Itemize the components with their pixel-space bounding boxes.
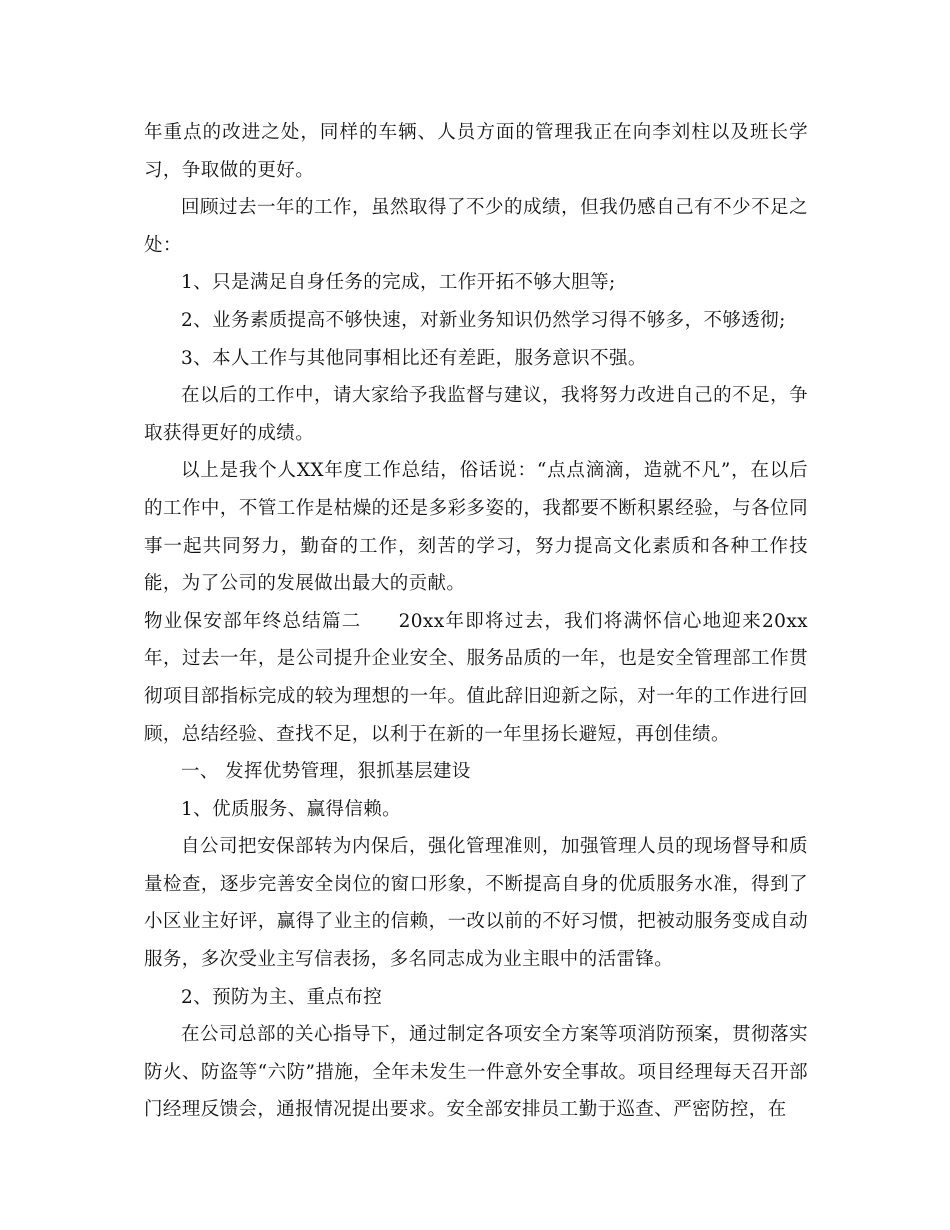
- section-heading-one: 一、 发挥优势管理，狠抓基层建设: [181, 761, 471, 783]
- subheading-quality-service: 1、优质服务、赢得信赖。: [181, 798, 402, 820]
- paragraph-article-two: [144, 603, 808, 753]
- document-body: [144, 114, 808, 1129]
- list-item-shortcoming-2: 2、业务素质提高不够快速，对新业务知识仍然学习得不够多，不够透彻;: [181, 309, 786, 331]
- paragraph-prevention: 在公司总部的关心指导下，通过制定各项安全方案等项消防预案，贯彻落实防火、防盗等“六防”措施，全年未发生一件意外安全事故。项目经理每天召开部门经理反馈会，通报情况提出要求。安全部安排员工勤于巡查、严密防控，在: [144, 1024, 808, 1121]
- paragraph-review: 回顾过去一年的工作，虽然取得了不少的成绩，但我仍感自己有不少不足之处：: [144, 197, 808, 256]
- article-two-title: 物业保安部年终总结篇二: [144, 610, 362, 632]
- list-item-shortcoming-3: 3、本人工作与其他同事相比还有差距，服务意识不强。: [181, 347, 647, 369]
- article-two-intro: 20xx年即将过去，我们将满怀信心地迎来20xx年，过去一年，是公司提升企业安全、服务品质的一年，也是安全管理部工作贯彻项目部指标完成的较为理想的一年。值此辞旧迎新之际，对一年的工作进行回顾，总结经验、查找不足，以利于在新的一年里扬长避短，再创佳绩。: [144, 610, 808, 745]
- paragraph-future-work: 在以后的工作中，请大家给予我监督与建议，我将努力改进自己的不足，争取获得更好的成绩。: [144, 385, 808, 444]
- list-item-shortcoming-1: 1、只是满足自身任务的完成，工作开拓不够大胆等;: [181, 272, 616, 294]
- subheading-prevention: 2、预防为主、重点布控: [181, 986, 383, 1008]
- paragraph-continuation: 年重点的改进之处，同样的车辆、人员方面的管理我正在向李刘柱以及班长学习，争取做的更好。: [144, 122, 808, 181]
- paragraph-quality-service: 自公司把安保部转为内保后，强化管理准则，加强管理人员的现场督导和质量检查，逐步完善安全岗位的窗口形象，不断提高自身的优质服务水准，得到了小区业主好评，赢得了业主的信赖，一改以前的不好习惯，把被动服务变成自动服务，多次受业主写信表扬，多名同志成为业主眼中的活雷锋。: [144, 836, 808, 971]
- paragraph-summary-conclusion: 以上是我个人XX年度工作总结，俗话说：“点点滴滴，造就不凡”，在以后的工作中，不管工作是枯燥的还是多彩多姿的，我都要不断积累经验，与各位同事一起共同努力，勤奋的工作，刻苦的学习，努力提高文化素质和各种工作技能，为了公司的发展做出最大的贡献。: [144, 460, 808, 595]
